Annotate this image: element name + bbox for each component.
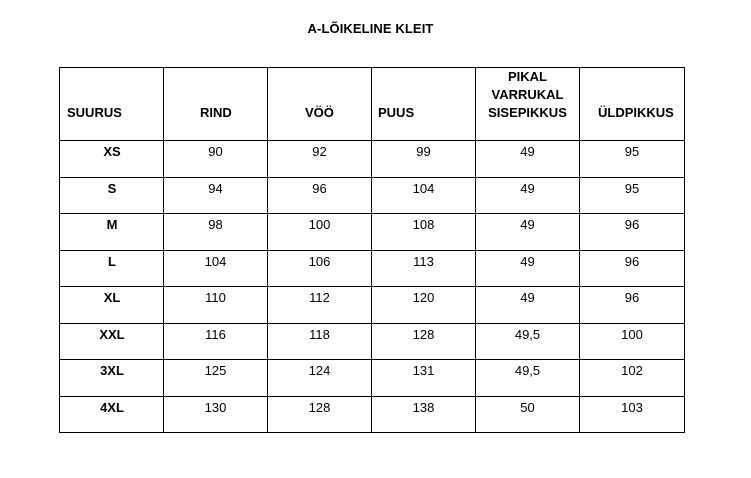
voo-cell: 106	[268, 250, 372, 287]
table-row	[60, 287, 685, 324]
table-row	[60, 360, 685, 397]
varrukas-cell: 49	[476, 214, 580, 251]
puus-cell: 138	[372, 396, 476, 433]
size-cell	[60, 141, 164, 178]
size-cell	[60, 287, 164, 324]
uldpikkus-cell: 102	[580, 360, 685, 397]
table-row	[60, 250, 685, 287]
voo-cell: 96	[268, 177, 372, 214]
varrukas-cell: 49,5	[476, 323, 580, 360]
voo-cell: 118	[268, 323, 372, 360]
varrukas-cell: 49,5	[476, 360, 580, 397]
rind-cell: 98	[164, 214, 268, 251]
puus-cell: 120	[372, 287, 476, 324]
rind-cell: 130	[164, 396, 268, 433]
table-row	[60, 141, 685, 178]
varrukas-cell: 49	[476, 177, 580, 214]
size-label: 4XL	[100, 399, 124, 415]
header-voo: VÖÖ	[268, 68, 372, 141]
uldpikkus-cell: 96	[580, 250, 685, 287]
size-cell	[60, 250, 164, 287]
uldpikkus-cell: 95	[580, 177, 685, 214]
size-cell	[60, 214, 164, 251]
size-cell	[60, 177, 164, 214]
size-cell	[60, 360, 164, 397]
table-row	[60, 177, 685, 214]
puus-cell: 131	[372, 360, 476, 397]
uldpikkus-cell: 103	[580, 396, 685, 433]
size-label: XS	[103, 144, 121, 159]
puus-cell: 104	[372, 177, 476, 214]
uldpikkus-cell: 100	[580, 323, 685, 360]
size-label: L	[108, 253, 116, 269]
puus-cell: 99	[372, 141, 476, 178]
size-cell	[60, 396, 164, 433]
table-row	[60, 323, 685, 360]
rind-cell: 116	[164, 323, 268, 360]
rind-cell: 125	[164, 360, 268, 397]
header-suurus: SUURUS	[60, 68, 164, 141]
header-puus: PUUS	[372, 68, 476, 141]
header-uldpikkus: ÜLDPIKKUS	[580, 68, 685, 141]
rind-cell: 104	[164, 250, 268, 287]
puus-cell: 128	[372, 323, 476, 360]
size-table	[59, 67, 685, 433]
voo-cell: 92	[268, 141, 372, 178]
puus-cell: 113	[372, 250, 476, 287]
size-label: 3XL	[100, 363, 124, 378]
header-rind: RIND	[164, 68, 268, 141]
size-label: XXL	[99, 326, 125, 342]
puus-cell: 108	[372, 214, 476, 251]
varrukas-cell: 49	[476, 141, 580, 178]
varrukas-cell: 50	[476, 396, 580, 433]
size-label: XL	[103, 290, 121, 305]
uldpikkus-cell: 96	[580, 214, 685, 251]
table-row	[60, 396, 685, 433]
voo-cell: 112	[268, 287, 372, 324]
size-cell	[60, 323, 164, 360]
header-varrukas: PIKAL VARRUKAL SISEPIKKUS	[476, 68, 580, 141]
rind-cell: 110	[164, 287, 268, 324]
rind-cell: 90	[164, 141, 268, 178]
uldpikkus-cell: 96	[580, 287, 685, 324]
document-title: A-LÕIKELINE KLEIT	[307, 21, 434, 36]
uldpikkus-cell: 95	[580, 141, 685, 178]
header-row	[60, 68, 685, 141]
rind-cell: 94	[164, 177, 268, 214]
table-row	[60, 214, 685, 251]
varrukas-cell: 49	[476, 287, 580, 324]
size-label: S	[107, 180, 117, 196]
varrukas-cell: 49	[476, 250, 580, 287]
voo-cell: 124	[268, 360, 372, 397]
voo-cell: 100	[268, 214, 372, 251]
size-label: M	[106, 217, 118, 232]
voo-cell: 128	[268, 396, 372, 433]
